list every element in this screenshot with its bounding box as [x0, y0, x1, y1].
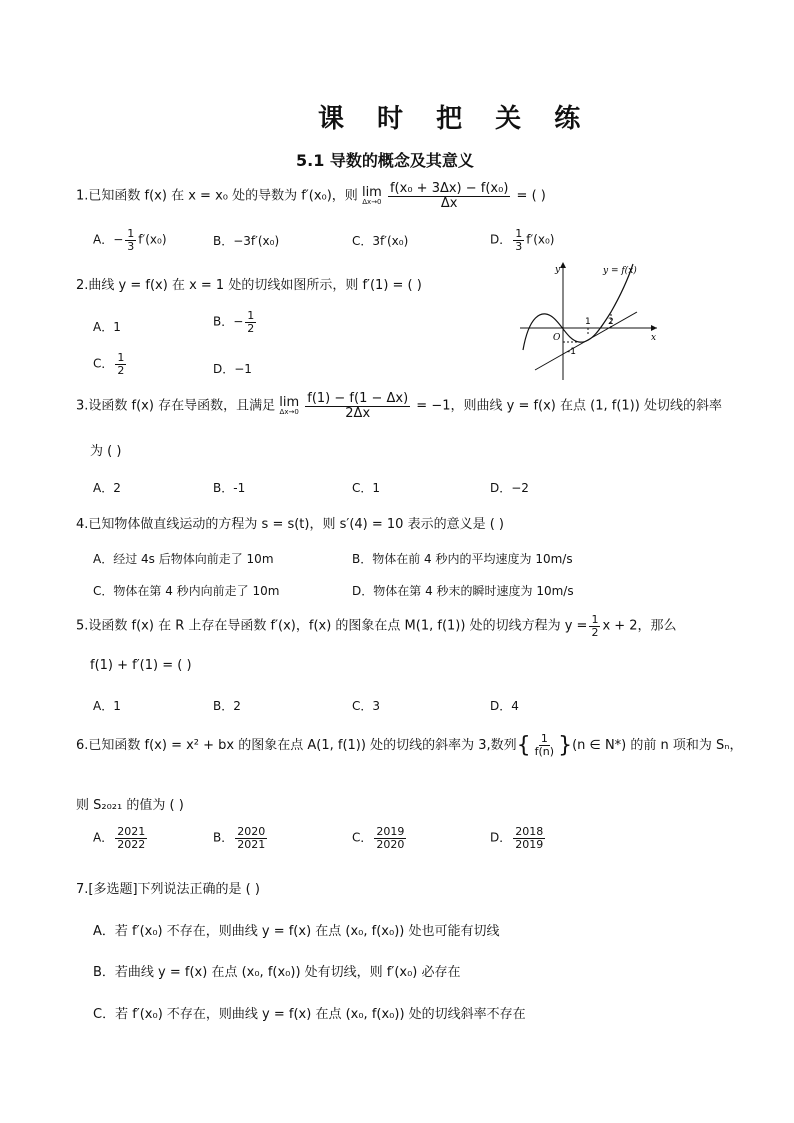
q2-option-c[interactable]: C． $\frac{1}{2}$: [93, 351, 125, 377]
question-1: 1.已知函数 f(x) 在 x = x₀ 处的导数为 f′(x₀)，则 lim Δx→0 $\frac{\text{f(x₀ + 3Δx) − f(x₀)}}{\Delta x}$ = ( ): [76, 181, 546, 211]
tick-label-2: 2: [608, 317, 614, 327]
function-curve: [523, 264, 633, 350]
q7-option-b[interactable]: B．若曲线 y = f(x) 在点 (x₀, f(x₀)) 处有切线，则 f′(x₀) 必存在: [93, 965, 461, 980]
question-5: 5.设函数 f(x) 在 R 上存在导函数 f′(x)，f(x) 的图象在点 M(1, f(1)) 处的切线方程为 y = $\frac{1}{2}$ x + 2，那么: [76, 613, 677, 639]
q1-option-b[interactable]: B．−3f′(x₀): [213, 234, 280, 248]
y-axis-arrow: [560, 262, 566, 268]
q5-option-c[interactable]: C．3: [352, 699, 381, 713]
origin-label: O: [553, 333, 561, 343]
q4-option-a[interactable]: A．经过 4s 后物体向前走了 10m: [93, 552, 274, 566]
q1-option-a[interactable]: A．− $\frac{1}{3}$ f′(x₀): [93, 227, 167, 253]
question-2: 2.曲线 y = f(x) 在 x = 1 处的切线如图所示，则 f′(1) = ( ): [76, 278, 422, 293]
x-axis-arrow: [651, 325, 657, 331]
q4-option-c[interactable]: C．物体在第 4 秒内向前走了 10m: [93, 584, 280, 598]
q7-option-a[interactable]: A．若 f′(x₀) 不存在，则曲线 y = f(x) 在点 (x₀, f(x₀)) 处也可能有切线: [93, 924, 500, 939]
q1-option-d[interactable]: D． $\frac{1}{3}$ f′(x₀): [490, 227, 555, 253]
tick-label-1: 1: [585, 317, 591, 327]
q5-option-b[interactable]: B．2: [213, 699, 241, 713]
question-6-line2: 则 S₂₀₂₁ 的值为 ( ): [76, 798, 184, 813]
q3-option-b[interactable]: B．-1: [213, 481, 246, 495]
q3-option-d[interactable]: D．−2: [490, 481, 529, 495]
section-subtitle: 5.1 导数的概念及其意义: [296, 151, 474, 170]
question-7: 7.[多选题]下列说法正确的是 ( ): [76, 882, 260, 897]
q5-option-d[interactable]: D．4: [490, 699, 519, 713]
q3-option-c[interactable]: C．1: [352, 481, 381, 495]
q6-option-b[interactable]: B． $\frac{2020}{2021}$: [213, 825, 266, 851]
question-6: 6.已知函数 f(x) = x² + bx 的图象在点 A(1, f(1)) 处的切线的斜率为 3,数列{ $\frac{1}{f(n)}$ }(n ∈ N*) 的前 n 项和为 Sₙ，: [76, 732, 743, 758]
page-title: 课 时 把 关 练: [318, 104, 593, 134]
limit-symbol: lim Δx→0: [279, 395, 300, 417]
q1-option-c[interactable]: C．3f′(x₀): [352, 234, 409, 248]
question-1-fraction: $\frac{\text{f(x₀ + 3Δx) − f(x₀)}}{\Delta x}$: [389, 181, 509, 211]
q4-option-d[interactable]: D．物体在第 4 秒末的瞬时速度为 10m/s: [352, 584, 574, 598]
limit-symbol: lim Δx→0: [361, 185, 382, 207]
q6-option-c[interactable]: C． $\frac{2019}{2020}$: [352, 825, 405, 851]
question-5-line2: f(1) + f′(1) = ( ): [90, 658, 192, 673]
y-axis-label: y: [555, 265, 561, 275]
question-3-line2: 为 ( ): [90, 444, 122, 459]
q4-option-b[interactable]: B．物体在前 4 秒内的平均速度为 10m/s: [352, 552, 573, 566]
question-4: 4.已知物体做直线运动的方程为 s = s(t)，则 s′(4) = 10 表示的意义是 ( ): [76, 517, 504, 532]
question-3: 3.设函数 f(x) 存在导函数，且满足 lim Δx→0 $\frac{f(1) - f(1 - \Delta x)}{2\Delta x}$ = −1，则曲线 y = f(x) 在点 (1, f(1)) 处切线的斜率: [76, 391, 722, 421]
q5-option-a[interactable]: A．1: [93, 699, 121, 713]
q2-function-graph: [515, 258, 665, 384]
brace-left: {: [516, 733, 531, 758]
question-1-text: 1.已知函数 f(x) 在 x = x₀ 处的导数为 f′(x₀)，则: [76, 188, 358, 204]
x-axis-label: x: [651, 333, 657, 343]
q6-option-a[interactable]: A． $\frac{2021}{2022}$: [93, 825, 146, 851]
tick-label-m1: -1: [567, 347, 576, 357]
q6-option-d[interactable]: D． $\frac{2018}{2019}$: [490, 825, 544, 851]
q3-option-a[interactable]: A．2: [93, 481, 121, 495]
q2-option-b[interactable]: B．− $\frac{1}{2}$: [213, 309, 255, 335]
question-3-fraction: $\frac{f(1) - f(1 - \Delta x)}{2\Delta x}$: [307, 391, 409, 421]
brace-right: }: [558, 733, 573, 758]
q2-option-d[interactable]: D．−1: [213, 362, 252, 376]
q2-option-a[interactable]: A．1: [93, 320, 121, 334]
q7-option-c[interactable]: C．若 f′(x₀) 不存在，则曲线 y = f(x) 在点 (x₀, f(x₀)) 处的切线斜率不存在: [93, 1007, 526, 1022]
curve-label: y = f(x): [603, 266, 637, 276]
